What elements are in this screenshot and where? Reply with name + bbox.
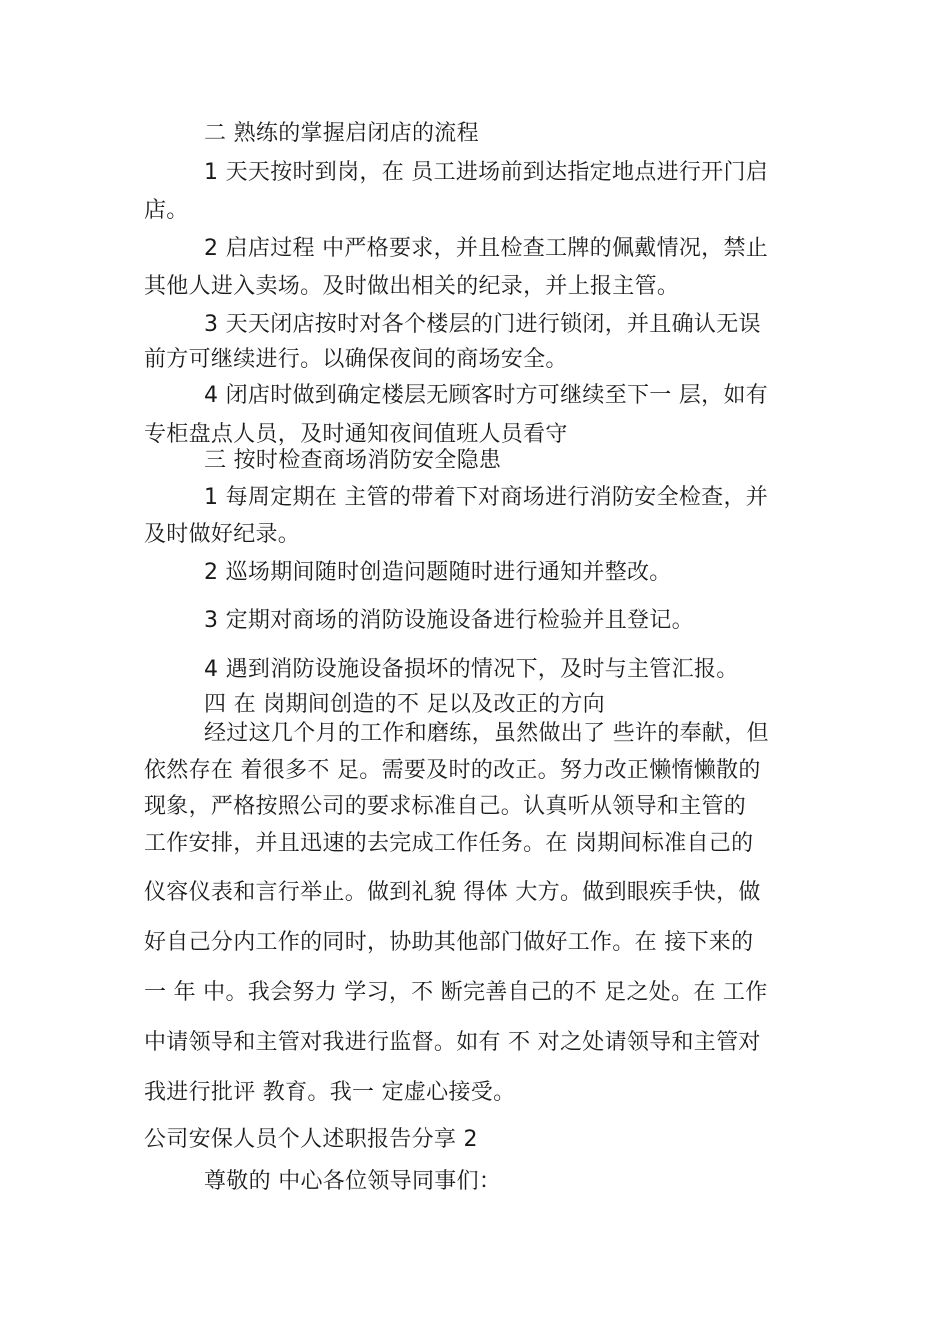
report-title: 公司安保人员个人述职报告分享 2	[144, 1127, 478, 1152]
list-item-continuation: 前方可继续进行。以确保夜间的商场安全。	[144, 347, 568, 372]
paragraph-line: 工作安排，并且迅速的去完成工作任务。在 岗期间标准自己的	[144, 831, 754, 856]
paragraph-line: 依然存在 着很多不 足。需要及时的改正。努力改正懒惰懒散的	[144, 758, 761, 783]
paragraph-line: 一 年 中。我会努力 学习，不 断完善自己的不 足之处。在 工作	[144, 980, 768, 1005]
list-item: 1 每周定期在 主管的带着下对商场进行消防安全检查，并	[204, 485, 769, 510]
list-item-continuation: 及时做好纪录。	[144, 522, 301, 547]
paragraph-line: 经过这几个月的工作和磨练，虽然做出了 些许的奉献，但	[204, 721, 769, 746]
section-heading: 二 熟练的掌握启闭店的流程	[204, 121, 479, 146]
paragraph-line: 现象，严格按照公司的要求标准自己。认真听从领导和主管的	[144, 794, 747, 819]
paragraph-line: 中请领导和主管对我进行监督。如有 不 对之处请领导和主管对	[144, 1030, 761, 1055]
list-item: 2 巡场期间随时创造问题随时进行通知并整改。	[204, 560, 672, 585]
list-item-continuation: 专柜盘点人员，及时通知夜间值班人员看守	[144, 422, 568, 447]
paragraph-line: 仪容仪表和言行举止。做到礼貌 得体 大方。做到眼疾手快，做	[144, 880, 761, 905]
list-item: 3 天天闭店按时对各个楼层的门进行锁闭，并且确认无误	[204, 312, 761, 337]
paragraph-line: 好自己分内工作的同时，协助其他部门做好工作。在 接下来的	[144, 930, 754, 955]
list-item: 4 闭店时做到确定楼层无顾客时方可继续至下一 层，如有	[204, 383, 769, 408]
list-item-continuation: 店。	[144, 198, 189, 223]
salutation: 尊敬的 中心各位领导同事们：	[204, 1169, 502, 1194]
list-item: 2 启店过程 中严格要求，并且检查工牌的佩戴情况，禁止	[204, 236, 769, 261]
section-heading: 四 在 岗期间创造的不 足以及改正的方向	[204, 692, 605, 717]
list-item-continuation: 其他人进入卖场。及时做出相关的纪录，并上报主管。	[144, 274, 680, 299]
list-item: 1 天天按时到岗，在 员工进场前到达指定地点进行开门启	[204, 160, 769, 185]
list-item: 4 遇到消防设施设备损坏的情况下，及时与主管汇报。	[204, 657, 739, 682]
list-item: 3 定期对商场的消防设施设备进行检验并且登记。	[204, 608, 694, 633]
paragraph-line: 我进行批评 教育。我一 定虚心接受。	[144, 1080, 516, 1105]
section-heading: 三 按时检查商场消防安全隐患	[204, 448, 502, 473]
